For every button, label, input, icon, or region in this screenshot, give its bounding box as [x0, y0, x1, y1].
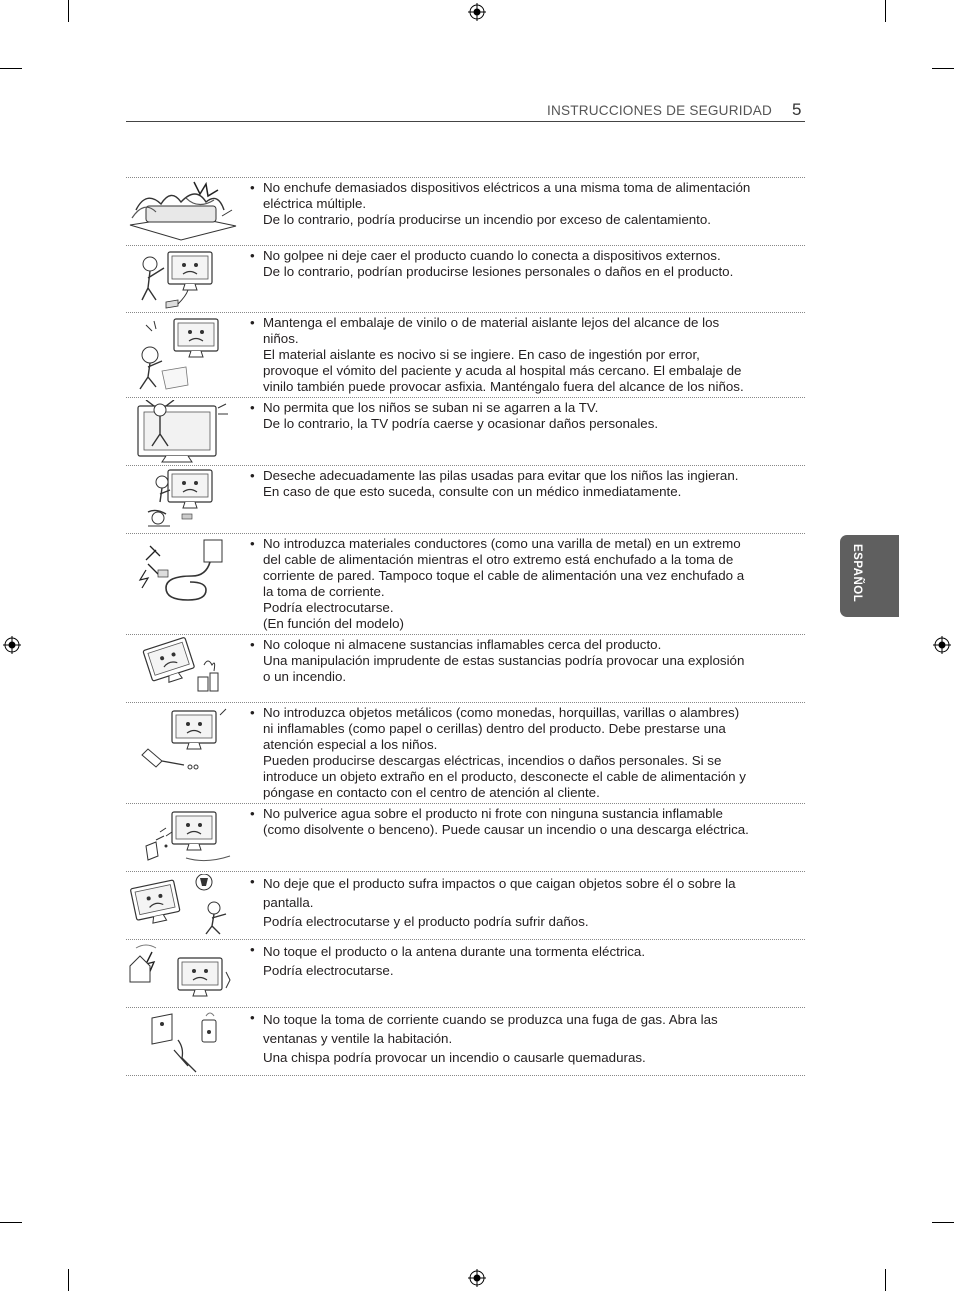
item-text — [250, 806, 795, 838]
item-text-line: del cable de alimentación mientras el otro extremo está enchufado a la toma de — [263, 551, 734, 567]
item-text-line: No pulverice agua sobre el producto ni frote con ninguna sustancia inflamable — [263, 806, 723, 821]
item-text-line: No introduzca objetos metálicos (como monedas, horquillas, varillas o alambres) — [263, 705, 740, 720]
item-text — [250, 315, 795, 395]
crop-mark — [885, 0, 886, 22]
item-text-line: (como disolvente o benceno). Puede causar un incendio o una descarga eléctrica. — [263, 821, 749, 837]
list-item — [126, 635, 805, 703]
list-item — [126, 703, 805, 804]
registration-mark-icon — [933, 636, 951, 654]
safety-instructions-list — [126, 177, 805, 1076]
item-text-line: Podría electrocutarse y el producto podría sufrir daños. — [263, 914, 589, 929]
overloaded-outlet-illustration — [126, 180, 240, 242]
bullet: • — [250, 248, 255, 263]
item-text-line: No toque el producto o la antena durante una tormenta eléctrica. — [263, 944, 646, 959]
bullet: • — [250, 315, 255, 330]
child-climbing-tv-illustration — [126, 400, 240, 464]
language-tab-label: ESPAÑOL — [851, 544, 863, 603]
crop-mark — [0, 1222, 22, 1223]
bullet: • — [250, 536, 255, 551]
item-text — [250, 637, 795, 685]
registration-mark-icon — [468, 1269, 486, 1287]
crop-mark — [932, 68, 954, 69]
list-item — [126, 178, 805, 246]
item-text-line: Una chispa podría provocar un incendio o causarle quemaduras. — [263, 1050, 646, 1065]
registration-mark-icon — [468, 3, 486, 21]
item-text-line: Pueden producirse descargas eléctricas, incendios o daños personales. Si se — [263, 752, 722, 768]
list-item — [126, 872, 805, 940]
item-text — [250, 536, 795, 631]
list-item — [126, 313, 805, 398]
item-text — [250, 468, 795, 500]
flammable-substances-illustration — [126, 637, 240, 697]
list-item — [126, 1008, 805, 1076]
item-text-line: (En función del modelo) — [263, 615, 404, 631]
list-item — [126, 466, 805, 534]
item-text-line: Podría electrocutarse. — [263, 599, 394, 615]
item-text-line: No coloque ni almacene sustancias inflamables cerca del producto. — [263, 637, 662, 652]
item-text-line: No permita que los niños se suban ni se agarren a la TV. — [263, 400, 599, 415]
item-text-line: No enchufe demasiados dispositivos eléctricos a una misma toma de alimentación — [263, 180, 751, 195]
crop-mark — [932, 1222, 954, 1223]
item-text-line: De lo contrario, la TV podría caerse y ocasionar daños personales. — [263, 415, 659, 431]
item-text-line: No deje que el producto sufra impactos o que caigan objetos sobre él o sobre la — [263, 876, 736, 891]
item-text-line: provoque el vómito del paciente y acuda al hospital más cercano. El embalaje de — [263, 362, 742, 378]
gas-leak-outlet-illustration — [126, 1010, 240, 1074]
item-text-line: ventanas y ventile la habitación. — [263, 1031, 453, 1046]
item-text-line: No golpee ni deje caer el producto cuando lo conecta a dispositivos externos. — [263, 248, 721, 263]
section-title: INSTRUCCIONES DE SEGURIDAD — [547, 103, 772, 118]
header-divider — [126, 121, 805, 122]
item-text-line: Deseche adecuadamente las pilas usadas para evitar que los niños las ingieran. — [263, 468, 739, 483]
spraying-water-illustration — [126, 806, 240, 868]
item-text-line: Una manipulación imprudente de estas sustancias podría provocar una explosión — [263, 652, 745, 668]
list-item — [126, 804, 805, 872]
crop-mark — [0, 68, 22, 69]
bullet: • — [250, 180, 255, 195]
bullet: • — [250, 637, 255, 652]
item-text-line: niños. — [263, 330, 299, 346]
item-text-line: introduce un objeto extraño en el producto, desconecte el cable de alimentación y — [263, 768, 746, 784]
item-text-line: o un incendio. — [263, 668, 347, 684]
bullet: • — [250, 705, 255, 720]
item-text — [250, 874, 795, 931]
bullet: • — [250, 874, 255, 889]
item-text — [250, 1010, 795, 1067]
item-text-line: póngase en contacto con el centro de atención al cliente. — [263, 784, 600, 800]
crop-mark — [68, 1269, 69, 1291]
bullet: • — [250, 1010, 255, 1025]
item-text — [250, 942, 795, 980]
item-text-line: Mantenga el embalaje de vinilo o de material aislante lejos del alcance de los — [263, 315, 720, 330]
page-number: 5 — [792, 100, 802, 119]
metal-objects-into-tv-illustration — [126, 705, 240, 775]
registration-mark-icon — [3, 636, 21, 654]
item-text-line: No introduzca materiales conductores (como una varilla de metal) en un extremo — [263, 536, 741, 551]
list-item — [126, 534, 805, 635]
list-item — [126, 940, 805, 1008]
child-swallowing-battery-illustration — [126, 468, 240, 532]
item-text — [250, 705, 795, 800]
metal-rod-in-cable-illustration — [126, 536, 240, 606]
bullet: • — [250, 942, 255, 957]
item-text-line: En caso de que esto suceda, consulte con un médico inmediatamente. — [263, 483, 682, 499]
ball-hitting-screen-illustration — [126, 874, 240, 936]
crop-mark — [68, 0, 69, 22]
language-tab — [840, 535, 899, 617]
child-hitting-tv-illustration — [126, 248, 240, 310]
item-text-line: De lo contrario, podría producirse un incendio por exceso de calentamiento. — [263, 211, 712, 227]
item-text-line: pantalla. — [263, 895, 314, 910]
item-text-line: No toque la toma de corriente cuando se produzca una fuga de gas. Abra las — [263, 1012, 718, 1027]
item-text-line: Podría electrocutarse. — [263, 963, 394, 978]
item-text — [250, 248, 795, 280]
item-text-line: De lo contrario, podrían producirse lesiones personales o daños en el producto. — [263, 263, 734, 279]
list-item — [126, 398, 805, 466]
item-text-line: ni inflamables (como papel o cerillas) dentro del producto. Debe prestarse una — [263, 720, 726, 736]
crop-mark — [885, 1269, 886, 1291]
item-text — [250, 180, 795, 228]
bullet: • — [250, 468, 255, 483]
item-text-line: la toma de corriente. — [263, 583, 385, 599]
lightning-storm-illustration — [126, 942, 240, 1004]
child-with-plastic-bag-illustration — [126, 315, 240, 393]
item-text-line: vinilo también puede provocar asfixia. Manténgalo fuera del alcance de los niños. — [263, 378, 744, 394]
bullet: • — [250, 806, 255, 821]
item-text-line: atención especial a los niños. — [263, 736, 438, 752]
item-text — [250, 400, 795, 432]
item-text-line: corriente de pared. Tampoco toque el cable de alimentación una vez enchufado a — [263, 567, 745, 583]
list-item — [126, 246, 805, 313]
item-text-line: eléctrica múltiple. — [263, 195, 367, 211]
bullet: • — [250, 400, 255, 415]
item-text-line: El material aislante es nocivo si se ingiere. En caso de ingestión por error, — [263, 346, 700, 362]
